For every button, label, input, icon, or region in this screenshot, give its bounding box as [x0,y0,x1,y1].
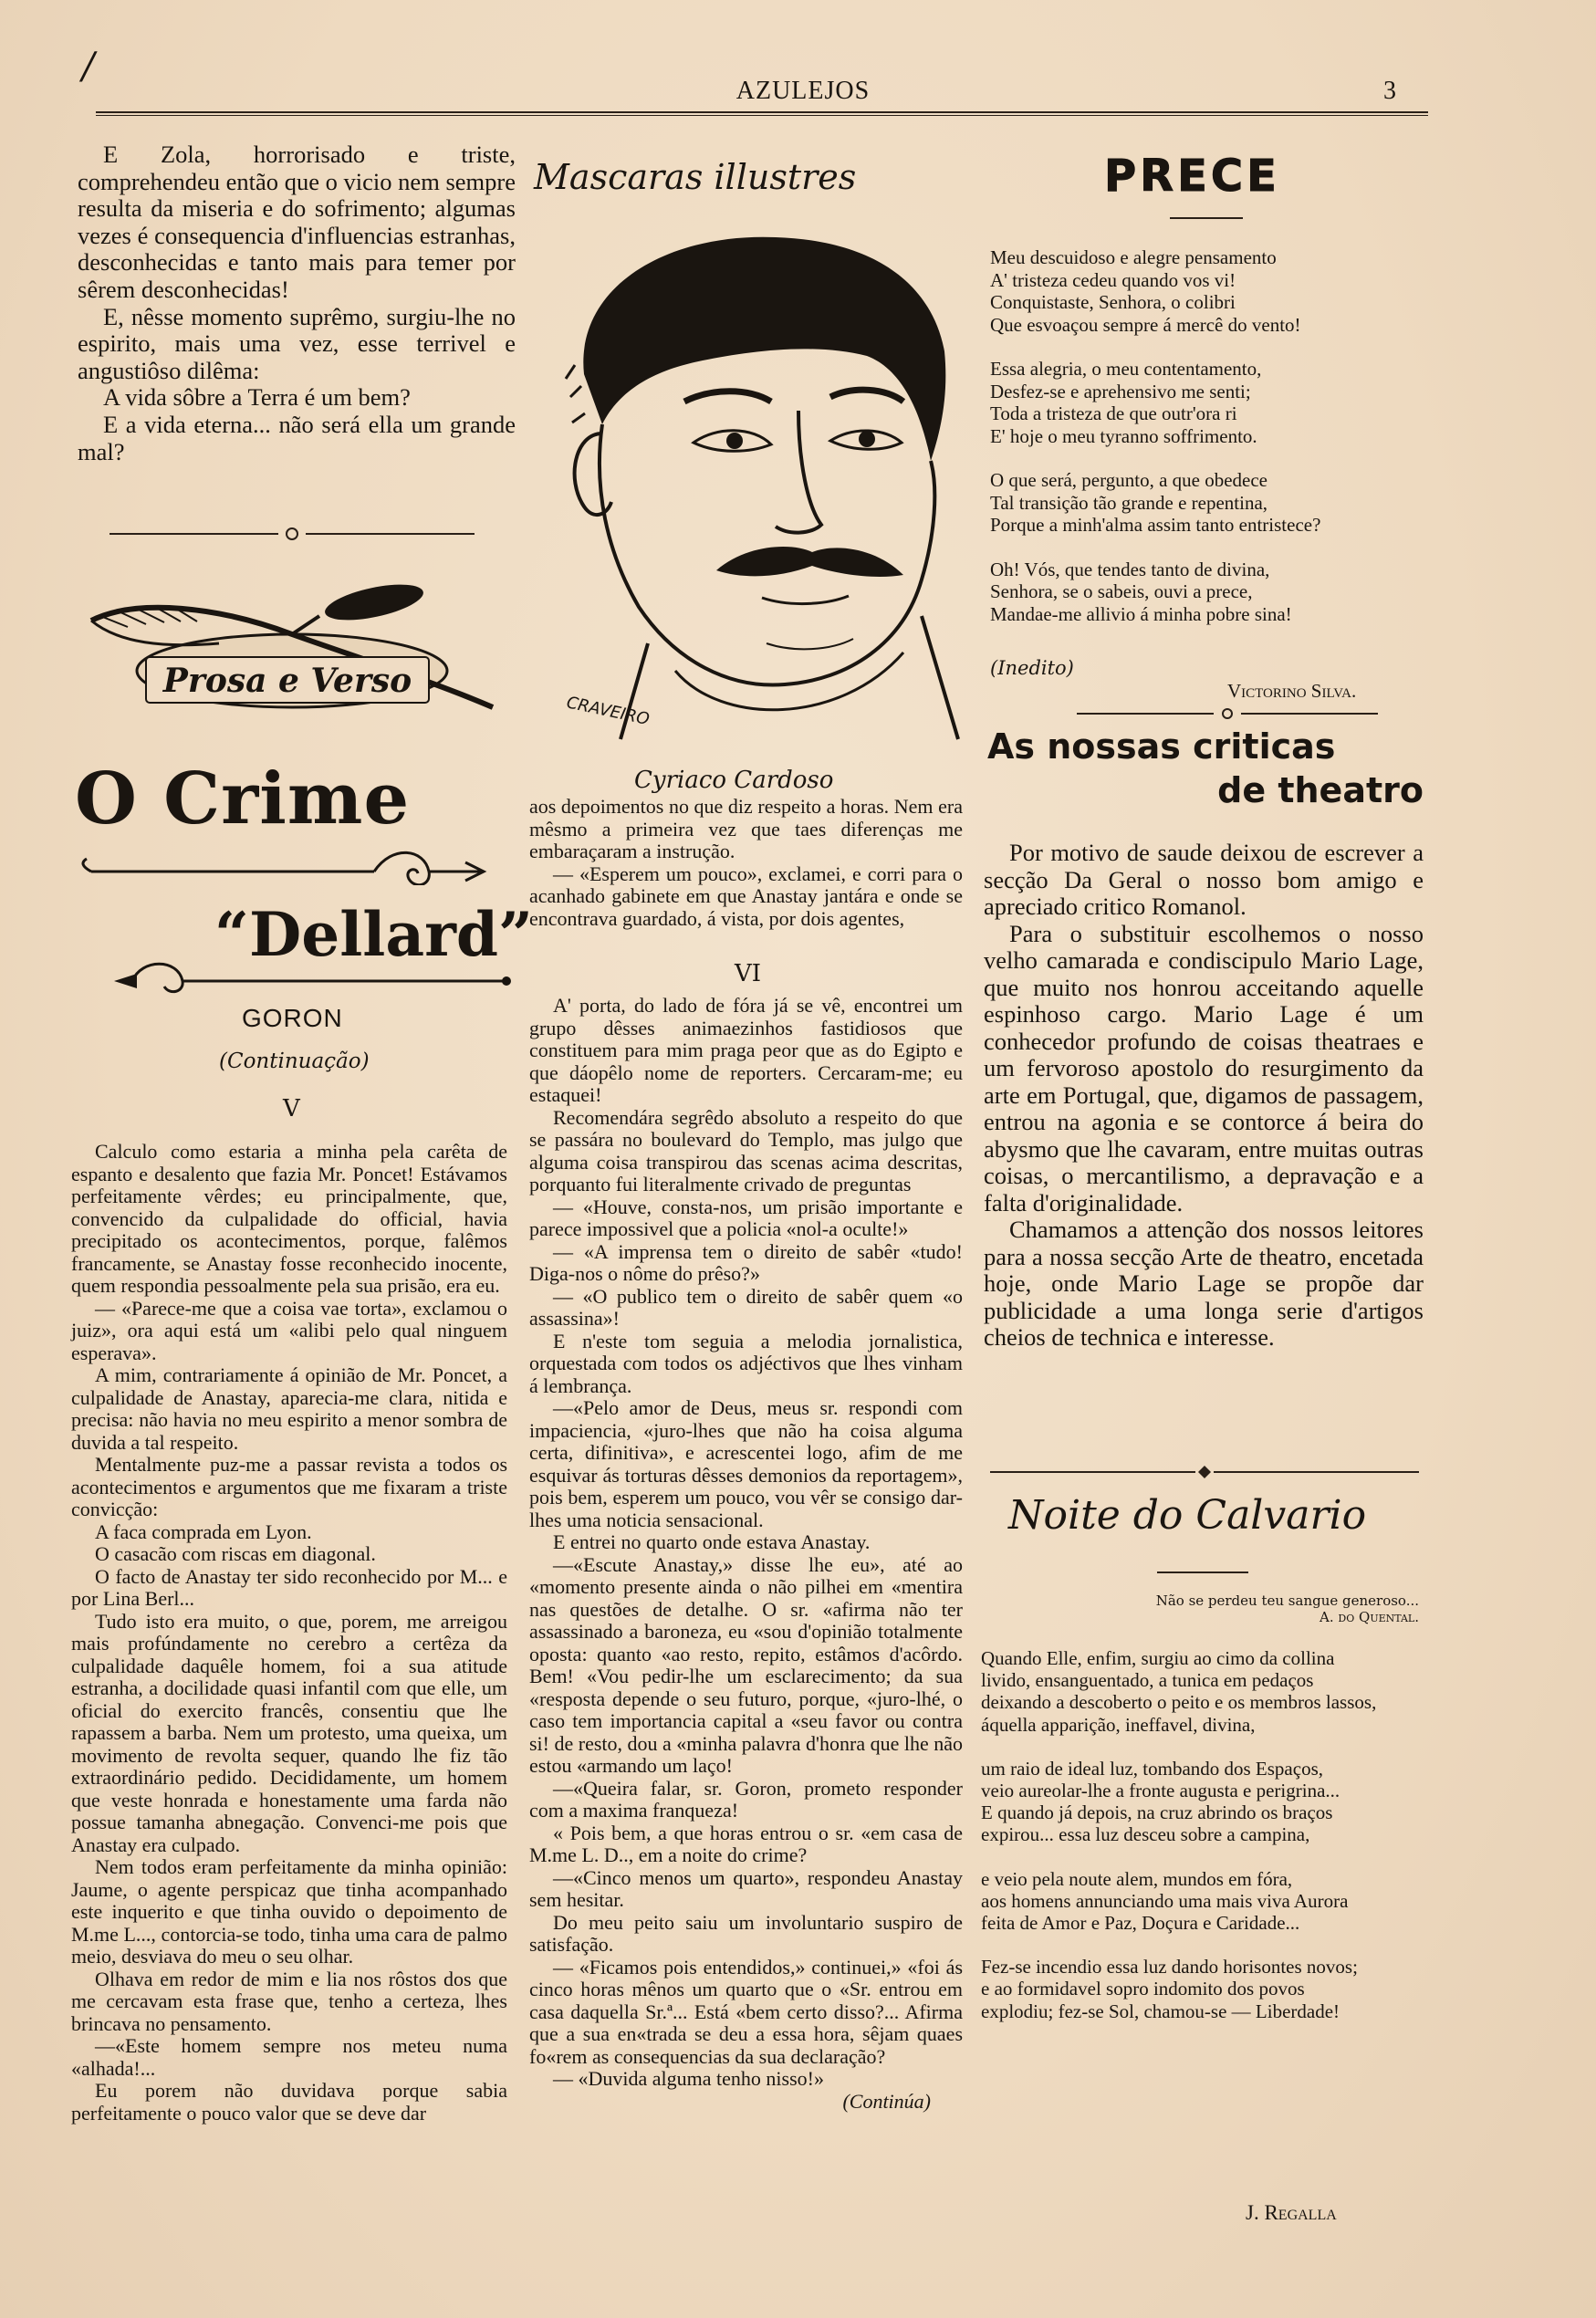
page-mark: / [82,46,95,88]
paragraph: Chamamos a attenção dos nossos leitores para a nossa secção Arte de theatro, encetada hoje, onde Mario Lage se propõe dar publicidade a uma longa serie d'artigos cheios de technica e interesse. [984,1216,1424,1351]
verse-line: O que será, pergunto, a que obedece [990,469,1267,491]
verse-line: Conquistaste, Senhora, o colibri [990,291,1236,313]
middle-text-b [529,995,963,2113]
prosa-e-verso-banner [82,570,502,726]
paragraph: E entrei no quarto onde estava Anastay. [553,1530,871,1553]
verse-line: Senhora, se o sabeis, ouvi a prece, [990,580,1253,602]
title-underline [1170,217,1243,219]
poem-note: (Inedito) [990,657,1074,679]
poem-title: PRECE [1104,151,1280,202]
paragraph: Mentalmente puz-me a passar revista a todos os acontecimentos e argumentos que me fixaram a triste convicção: [71,1453,507,1520]
divider-ornament [1077,705,1378,723]
paragraph: O facto de Anastay ter sido reconhecido por M... e por Lina Berl... [71,1564,507,1610]
verse-line: áquella apparição, ineffavel, divina, [981,1713,1256,1736]
criticas-title-line-2: de theatro [1217,770,1424,810]
verse-line: Toda a tristeza de que outr'ora ri [990,402,1237,424]
criticas-title-line-1: As nossas criticas [987,726,1336,767]
paragraph: —«Este homem sempre nos meteu numa «alhada!... [71,2034,507,2080]
header-rule-thin [96,115,1428,116]
verse-line: feita de Amor e Paz, Doçura e Caridade... [981,1912,1300,1935]
verse-line: Desfez-se e aprehensivo me senti; [990,380,1251,402]
verse-gap [981,1846,1419,1868]
paragraph: Para o substituir escolhemos o nosso velho camarada e condiscipulo Mario Lage, que muito nos honrou acceitando aquelle espinhoso cargo. Mario Lage é um conhecedor profundo de coisas theatraes e um fervoroso apostolo do resurgimento da arte em Portugal, que, digamos de passagem, entrou na agonia e se contorce á beira do abysmo que lhe cavaram, entre muitas outras coisas, o mercantilismo, a depravação e a falta d'originalidade. [984,919,1424,1216]
title-ornament [73,840,511,885]
paragraph: A faca comprada em Lyon. [95,1519,312,1543]
verse-line: E' hoje o meu tyranno soffrimento. [990,424,1257,447]
verse-line: Mandae-me allivio á minha pobre sina! [990,602,1292,625]
page-number: 3 [1383,77,1396,105]
verse-line: Quando Elle, enfim, surgiu ao cimo da collina [981,1647,1335,1669]
noite-poem [981,1647,1419,2022]
article-title: O Crime [75,757,411,841]
paragraph: Por motivo de saude deixou de escrever a secção Da Geral o nosso bom amigo e apreciado critico Romanol. [984,839,1424,920]
verse-line: aos homens annunciando uma mais viva Aurora [981,1889,1349,1912]
paragraph: « Pois bem, a que horas entrou o sr. «em casa de M.me L. D.., em a noite do crime? [529,1821,963,1866]
criticas-text [984,840,1424,1352]
paragraph: —«Pelo amor de Deus, meus sr. respondi com impaciencia, «juro-lhes que não ha coisa alguma certa, difinitiva», e acrescentei logo, afim de me esquivar ás torturas dêsses demonios da reportagem», pois bem, esperem um pouco, vou vêr se consigo dar-lhes uma noticia sensacional. [529,1396,963,1531]
prece-poem [990,246,1428,647]
paragraph: Tudo isto era muito, o que, porem, me arreigou mais profúndamente no cerebro a certêza da culpalidade daquêle homem, foi a sua atitude estranha, a docilidade quasi infantil com que elle, um oficial do exercito francês, consentiu que lhe rapassem a barba. Nem um protesto, uma queixa, um movimento de revolta sequer, quando lhe fiz tão extraordinário pedido. Decididamente, um homem que veste honrada e honestamente uma farda não possue tamanha abnegação. Convenci-me pois que Anastay era culpado. [71,1609,507,1856]
verse-line: e veio pela noute alem, mundos em fóra, [981,1867,1293,1890]
verse-line: Que esvoaçou sempre á mercê do vento! [990,313,1301,336]
paragraph: A' porta, do lado de fóra já se vê, encontrei um grupo dêsses animaezinhos fastidiosos que constituem para mim praga peor que as do Egipto e que dáopêlo nome de reporters. Cercaram-me; eu estaquei! [529,994,963,1106]
divider-ornament [990,1463,1419,1481]
paragraph: — «Houve, consta-nos, um prisão importante e parece impossivel que a policia «nol-a oculte!» [529,1195,963,1240]
paragraph: aos depoimentos no que diz respeito a horas. Nem era mêsmo a primeira vez que taes diferenças me embaraçaram a instrução. [529,795,963,862]
stanza [990,358,1428,447]
paragraph: — «Duvida alguma tenho nisso!» [553,2067,824,2090]
continuation-note: (Continuação) [219,1049,370,1073]
verse-line: A' tristeza cedeu quando vos vi! [990,268,1236,291]
paragraph: Do meu peito saiu um involuntario suspiro de satisfação. [529,1910,963,1956]
paragraph: A vida sôbre a Terra é um bem? [103,383,411,412]
section-heading: Mascaras illustres [534,157,857,197]
paragraph: — «Ficamos pois entendidos,» continuei,» «foi ás cinco horas mênos um quarto que o «Sr. entrou em casa daquella Sr.ª... Está «bem certo disso?... Afirma que a sua en«trada se deu a essa hora, sêjam quaes fo«rem as consequencias da sua declaração? [529,1955,963,2068]
paragraph: Calculo como estaria a minha pela carêta de espanto e desalento que fazia Mr. Poncet! Estávamos perfeitamente vêrdes; eu principalmente, que, convencido da culpalidade do official, havia precipitado os acontecimentos, porque, falêmos francamente, se Anastay fosse reconhecido inocente, quem respondia pessoalmente pela sua prisão, era eu. [71,1140,507,1297]
verse-line: e ao formidavel sopro indomito dos povos [981,1978,1305,2000]
zola-text [78,141,516,465]
paragraph: Eu porem não duvidava porque sabia perfeitamente o pouco valor que se deve dar [71,2079,507,2125]
epigraph-author: A. do Quental. [1320,1609,1419,1625]
verse-line: Oh! Vós, que tendes tanto de divina, [990,558,1270,580]
verse-line: Meu descuidoso e alegre pensamento [990,246,1277,268]
subtitle-ornament [114,954,516,999]
verse-line: um raio de ideal luz, tombando dos Espaços, [981,1757,1323,1780]
poem-author: J. Regalla [1246,2201,1337,2224]
stanza [990,469,1428,537]
title-underline [1157,1571,1248,1573]
paragraph: — «Esperem um pouco», exclamei, e corri para o acanhado gabinete em que Anastay jantára e onde se encontrava guardado, á vista, por dois agentes, [529,861,963,930]
paragraph: E a vida eterna... não será ella um grande mal? [78,410,516,465]
middle-text-a [529,796,963,930]
stanza [990,246,1428,336]
verse-line: explodiu; fez-se Sol, chamou-se — Liberdade! [981,2000,1340,2022]
paragraph: — «A imprensa tem o direito de sabêr «tudo! Diga-nos o nôme do prêso?» [529,1239,963,1285]
chapter-number: V [283,1095,300,1122]
chapter-number: VI [735,960,762,987]
publication-title: AZULEJOS [735,77,871,105]
verse-line: Tal transição tão grande e repentina, [990,491,1268,514]
paragraph: —«Cinco menos um quarto», respondeu Anastay sem hesitar. [529,1865,963,1911]
poem-title: Noite do Calvario [1008,1492,1367,1539]
paragraph: E Zola, horrorisado e triste, comprehendeu então que o vicio nem sempre resulta da miseria e do sofrimento; algumas vezes é consequencia d'influencias estranhas, desconhecidas e tanto mais para temer por sêrem desconhecidas! [78,141,516,303]
paragraph: Nem todos eram perfeitamente da minha opinião: Jaume, o agente perspicaz que tinha acompanhado este inquerito e que tinha ouvido o depoimento de M.me L..., contorcia-se todo, tinha uma cara de palmo meio, desviava do meu o seu olhar. [71,1855,507,1968]
paragraph: — «Parece-me que a coisa vae torta», exclamou o juiz», ora aqui está um «alibi pelo qual ninguem esperava». [71,1296,507,1364]
paragraph: E, nêsse momento suprêmo, surgiu-lhe no espirito, mais uma vez, esse terrivel e angustiôso dilêma: [78,302,516,384]
stanza [990,559,1428,626]
article-subtitle: “Dellard” [214,899,533,970]
chapter-v-text [71,1141,507,2125]
verse-line: expirou... essa luz desceu sobre a campina, [981,1823,1310,1846]
divider-ornament [110,520,475,548]
paragraph: Recomendára segrêdo absoluto a respeito do que se passára no boulevard do Templo, mas julgo que alguma coisa transpirou das scenas acima descritas, porquanto fui literalmente crivado de preguntas [529,1105,963,1196]
paragraph: A mim, contrariamente á opinião de Mr. Poncet, a culpalidade de Anastay, aparecia-me clara, nitida e precisa: não havia no meu espirito a menor sombra de duvida a tal respeito. [71,1363,507,1454]
paragraph: — «O publico tem o direito de sabêr quem «o assassina»! [529,1284,963,1330]
caricature-portrait [538,214,976,744]
verse-line: Essa alegria, o meu contentamento, [990,358,1262,380]
article-author: GORON [242,1004,343,1032]
poem-author: Victorino Silva. [1227,680,1357,702]
verse-gap [981,1934,1419,1956]
verse-line: livido, ensanguentado, a tunica em pedaços [981,1669,1314,1692]
paragraph: —«Escute Anastay,» disse lhe eu», até ao «momento presente ainda o não pilhei em «mentira nas questões de detalhe. O sr. «afirma não ter assassinado a baroneza, eu «sou d'opinião totalmente oposta: quanto «ao resto, repito, estâmos d'acôrdo. Bem! «Vou pedir-lhe um esclarecimento; da sua «resposta depende o seu futuro, porque, «juro-lhé, o caso tem importancia capital a «seu favor ou contra si! de resto, dou a «minha palavra d'honra que lhe não estou «armando um laço! [529,1552,963,1777]
verse-gap [981,1736,1419,1758]
header-rule [96,111,1428,113]
portrait-caption: Cyriaco Cardoso [634,767,834,794]
paragraph: —«Queira falar, sr. Goron, prometo responder com a maxima franqueza! [529,1776,963,1822]
continua-note: (Continúa) [842,2089,931,2113]
verse-line: Porque a minh'alma assim tanto entristece? [990,514,1321,536]
verse-line: E quando já depois, na cruz abrindo os braços [981,1801,1333,1824]
verse-line: Fez-se incendio essa luz dando horisontes novos; [981,1956,1358,1979]
epigraph: Não se perdeu teu sangue generoso... [1155,1592,1419,1609]
banner-label: Prosa e Verso [162,662,412,700]
verse-line: veio aureolar-lhe a fronte augusta e perigrina... [981,1780,1340,1802]
paragraph: O casacão com riscas em diagonal. [95,1542,376,1565]
paragraph: Olhava em redor de mim e lia nos rôstos dos que me cercavam esta frase que, tenho a certeza, lhes brincava no pensamento. [71,1967,507,2035]
verse-line: deixando a descoberto o peito e os membros lassos, [981,1691,1377,1714]
artist-signature: CRAVEIRO [564,693,652,730]
paragraph: E n'este tom seguia a melodia jornalistica, orquestada com todos os adjéctivos que lhes vinham á lembrança. [529,1329,963,1397]
